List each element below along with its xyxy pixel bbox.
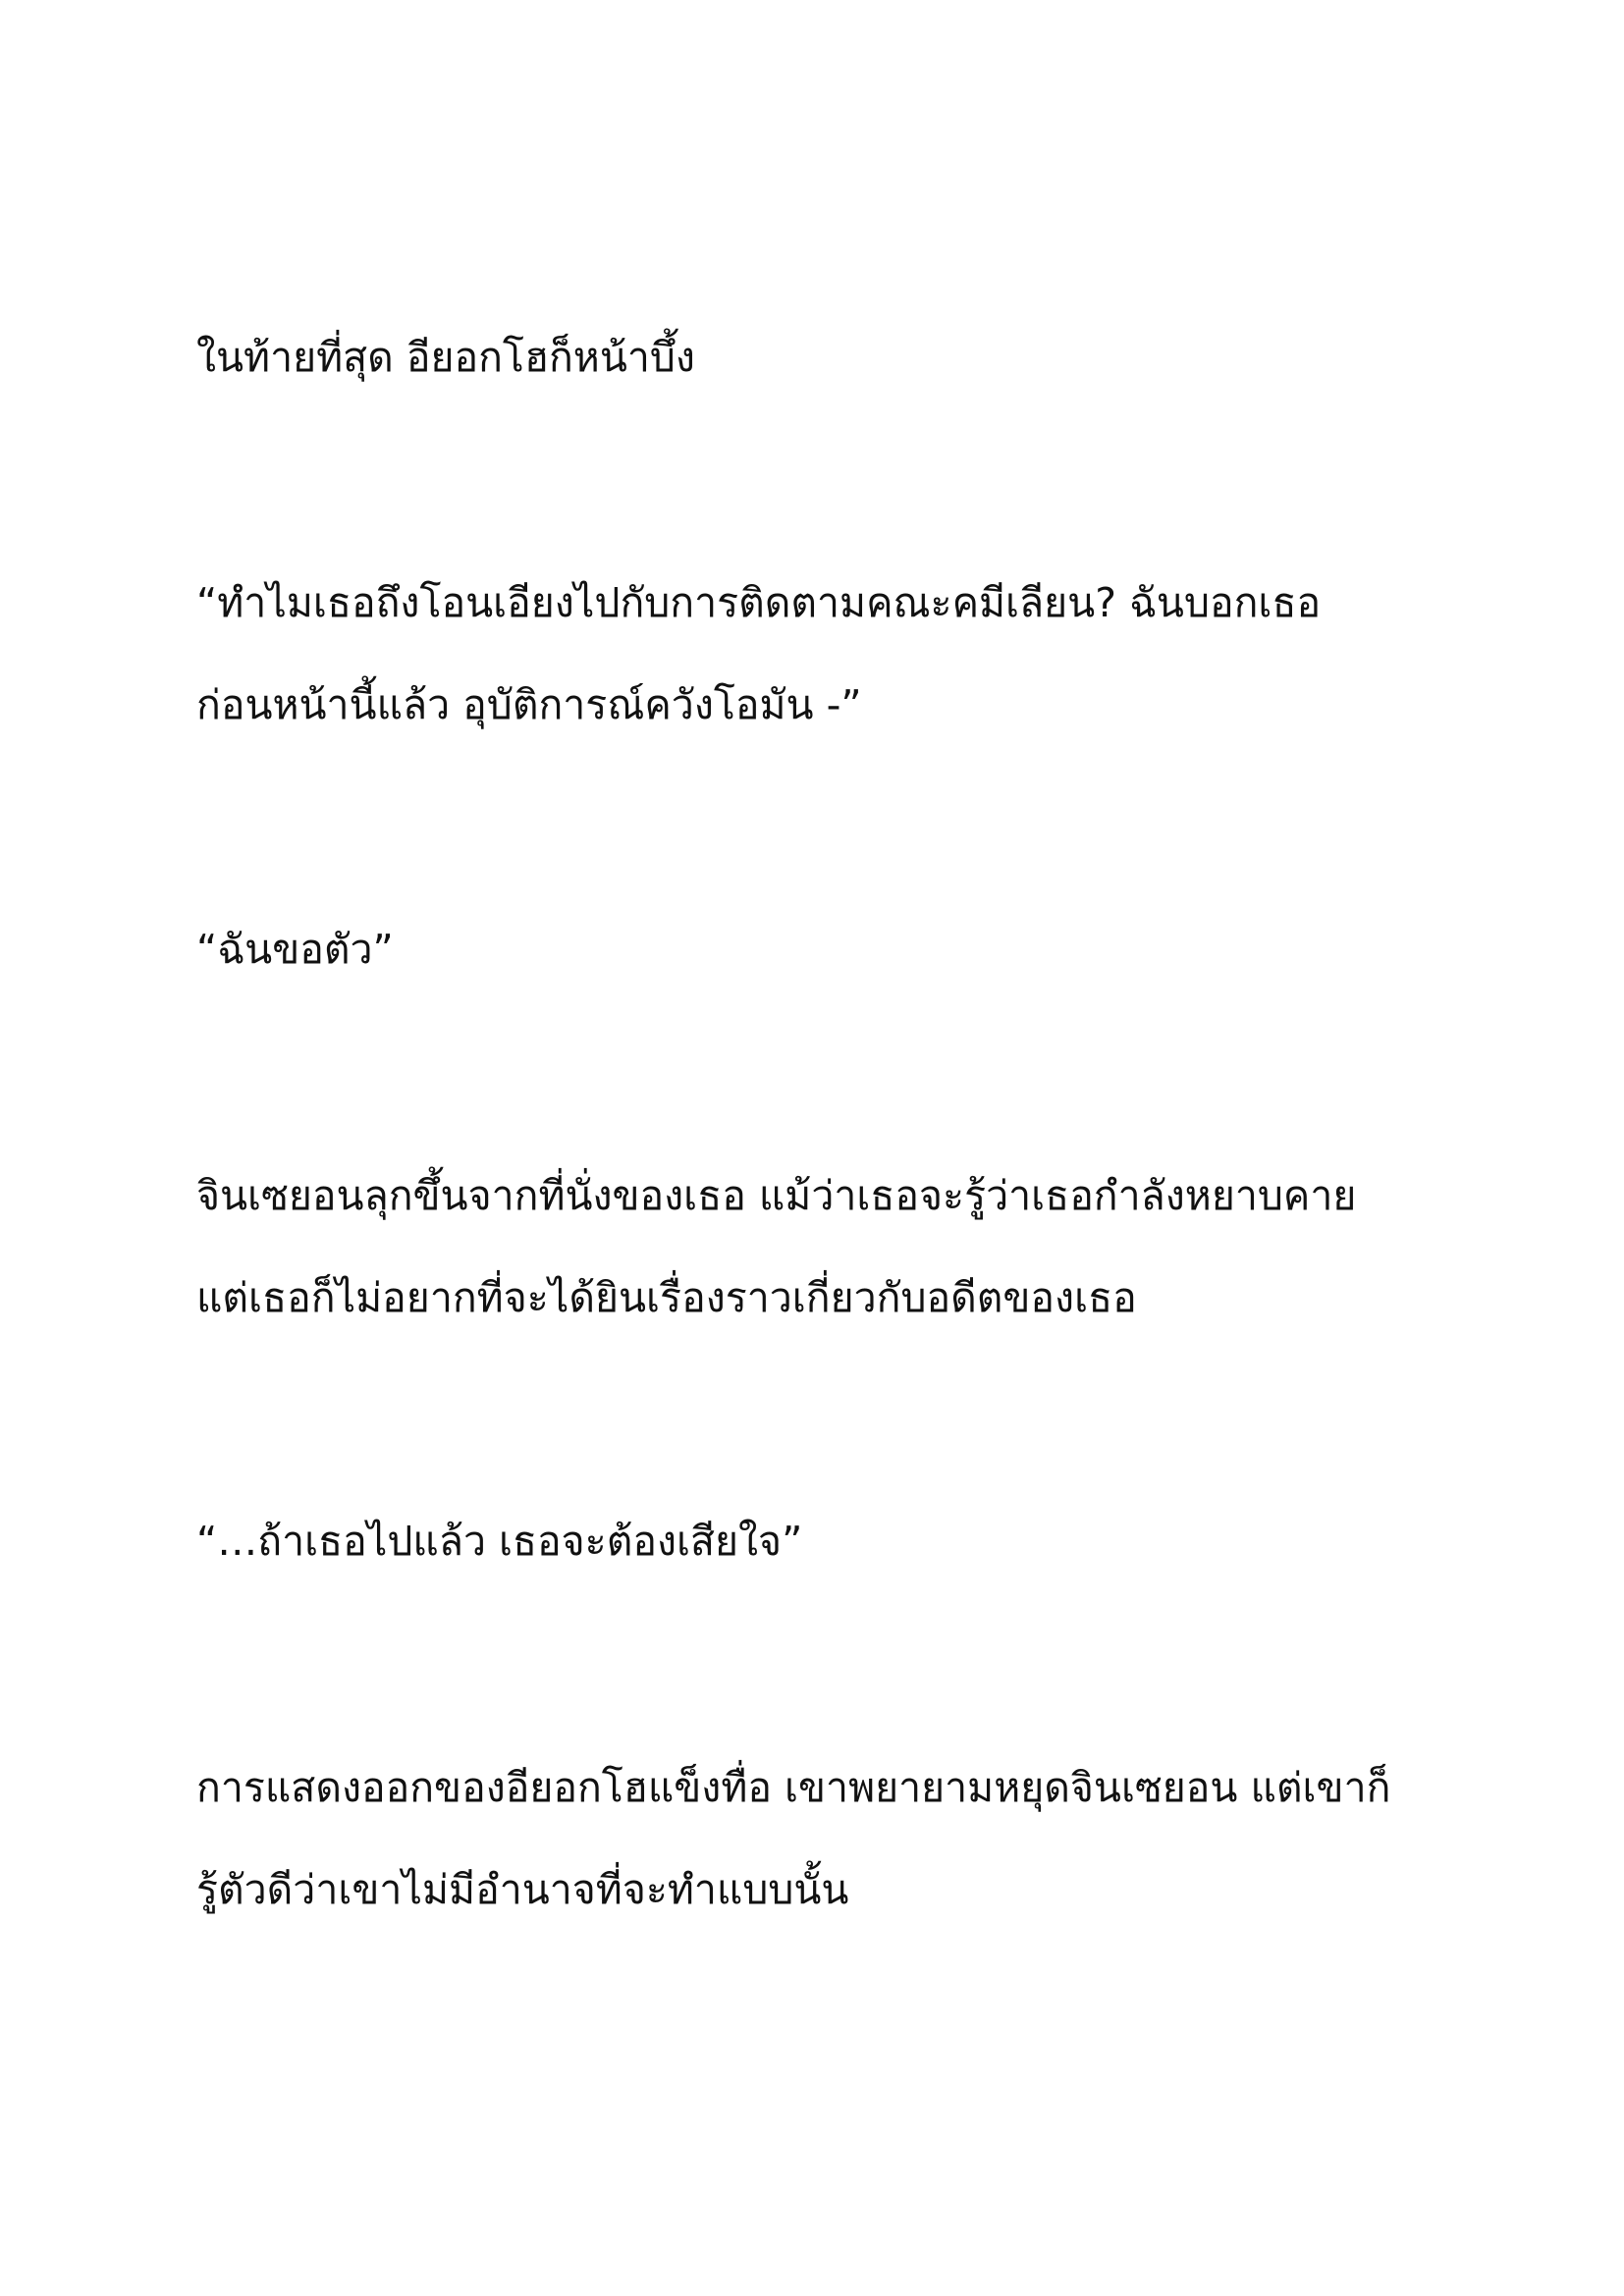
paragraph-2-line-2: ก่อนหน้านี้แล้ว อุบัติการณ์ควังโอมัน -”	[196, 681, 862, 728]
paragraph-3-line-1: “ฉันขอตัว”	[196, 926, 394, 973]
paragraph-1-line-1: ในท้ายที่สุด อียอกโฮก็หน้าบึ้ง	[196, 334, 695, 381]
paragraph-2-line-1: “ทำไมเธอถึงโอนเอียงไปกับการติดตามคณะคมีเลียน? ฉันบอกเธอ	[196, 579, 1322, 626]
paragraph-5-line-1: “…ถ้าเธอไปแล้ว เธอจะต้องเสียใจ”	[196, 1518, 803, 1565]
paragraph-4-line-1: จินเซยอนลุกขึ้นจากที่นั่งของเธอ แม้ว่าเธอจะรู้ว่าเธอกำลังหยาบคาย	[196, 1172, 1357, 1219]
paragraph-6-line-2: รู้ตัวดีว่าเขาไม่มีอำนาจที่จะทำแบบนั้น	[196, 1866, 849, 1913]
paragraph-6-line-1: การแสดงออกของอียอกโฮแข็งทื่อ เขาพยายามหยุดจินเซยอน แต่เขาก็	[196, 1764, 1391, 1811]
paragraph-4-line-2: แต่เธอก็ไม่อยากที่จะได้ยินเรื่องราวเกี่ยวกับอดีตของเธอ	[196, 1274, 1137, 1321]
